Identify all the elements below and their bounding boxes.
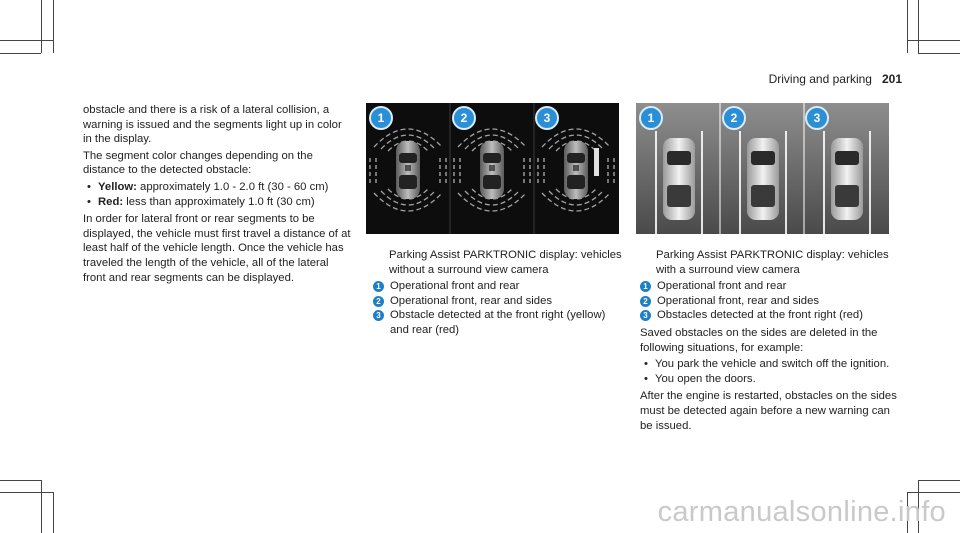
caption-item: 2 Operational front, rear and sides	[373, 294, 623, 309]
paragraph: After the engine is restarted, obstacles on the sides must be detected again before a new warning can be issued.	[640, 390, 897, 432]
number-badge-1: 1	[639, 106, 663, 130]
caption-item: 3 Obstacles detected at the front right (red)	[640, 308, 898, 323]
number-badge-1: 1	[369, 106, 393, 130]
crop-mark	[53, 492, 54, 533]
caption-title: Parking Assist PARKTRONIC display: vehicles without a surround view camera	[389, 249, 622, 276]
crop-mark	[907, 0, 908, 53]
number-badge-3: 3	[535, 106, 559, 130]
caption-number: 2	[640, 296, 651, 307]
left-column	[83, 103, 351, 287]
list-item: • Red: less than approximately 1.0 ft (30 cm)	[83, 195, 351, 210]
number-badge-2: 2	[722, 106, 746, 130]
surround-view-figure	[636, 103, 889, 234]
paragraph: In order for lateral front or rear segments to be displayed, the vehicle must first travel a distance of at least half of the vehicle length. Once the vehicle has traveled the length of the vehicle, all of the lateral front and rear segments can be displayed.	[83, 213, 351, 284]
caption-number: 3	[373, 310, 384, 321]
paragraph: obstacle and there is a risk of a lateral collision, a warning is issued and the segments light up in color in the display.	[83, 104, 342, 146]
parktronic-display-illustration	[366, 103, 619, 234]
right-column	[640, 248, 898, 435]
crop-mark	[0, 492, 53, 493]
caption-item: 2 Operational front, rear and sides	[640, 294, 898, 309]
paragraph: Saved obstacles on the sides are deleted in the following situations, for example:	[640, 326, 878, 354]
list-item: • Yellow: approximately 1.0 - 2.0 ft (30 - 60 cm)	[83, 180, 351, 195]
watermark: carmanualsonline.info	[657, 496, 946, 528]
paragraph: The segment color changes depending on the distance to the detected obstacle:	[83, 149, 313, 177]
figure1-caption	[373, 248, 623, 338]
list-item: • You park the vehicle and switch off the ignition.	[640, 357, 898, 372]
list-item: • You open the doors.	[640, 372, 898, 387]
crop-mark	[53, 0, 54, 53]
crop-mark	[918, 53, 960, 54]
crop-mark	[41, 0, 42, 53]
crop-mark	[0, 53, 41, 54]
running-header	[769, 72, 902, 86]
caption-item: 1 Operational front and rear	[373, 279, 623, 294]
caption-number: 1	[640, 281, 651, 292]
number-badge-2: 2	[452, 106, 476, 130]
crop-mark	[0, 40, 53, 41]
crop-mark	[918, 0, 919, 53]
crop-mark	[918, 480, 960, 481]
page-number: 201	[881, 72, 902, 86]
caption-number: 3	[640, 310, 651, 321]
number-badge-3: 3	[805, 106, 829, 130]
caption-title: Parking Assist PARKTRONIC display: vehicles with a surround view camera	[656, 249, 889, 276]
crop-mark	[41, 480, 42, 533]
bullet-list	[640, 357, 898, 386]
caption-item: 3 Obstacle detected at the front right (yellow) and rear (red)	[373, 308, 623, 337]
caption-number: 2	[373, 296, 384, 307]
parktronic-display-figure	[366, 103, 619, 234]
crop-mark	[907, 40, 960, 41]
panel-1	[370, 129, 446, 211]
header-section: Driving and parking	[768, 72, 872, 86]
caption-item: 1 Operational front and rear	[640, 279, 898, 294]
caption-number: 1	[373, 281, 384, 292]
surround-view-illustration	[636, 103, 889, 234]
crop-mark	[907, 492, 960, 493]
bullet-list	[83, 180, 351, 209]
crop-mark	[0, 480, 41, 481]
